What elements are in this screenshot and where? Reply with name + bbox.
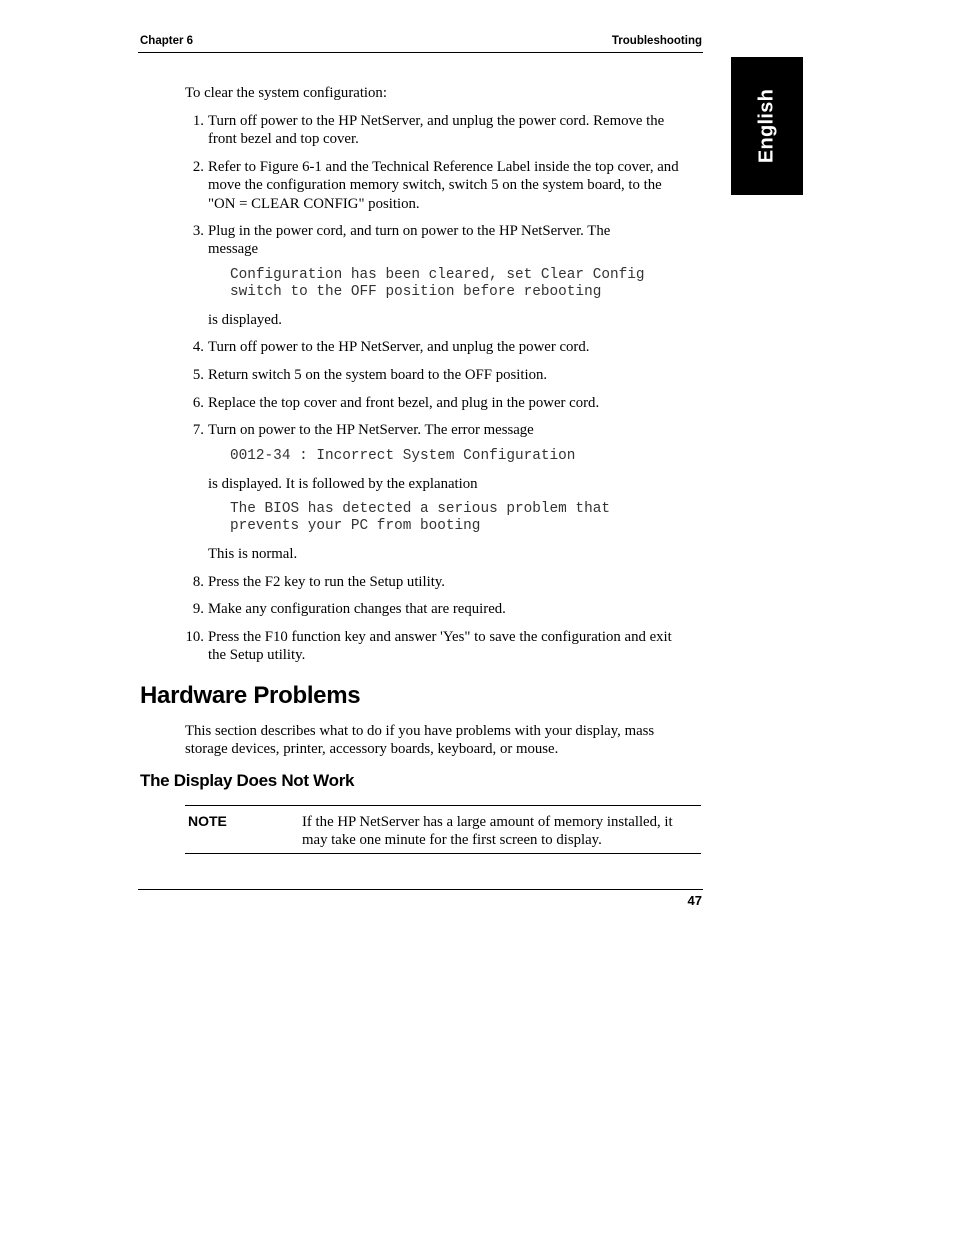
code-bios-explanation: The BIOS has detected a serious problem that prevents your PC from booting	[230, 501, 610, 534]
step-text: Press the F2 key to run the Setup utility.	[208, 574, 446, 590]
step-5	[192, 366, 683, 384]
step-10	[185, 628, 683, 665]
language-tab-label: English	[755, 88, 778, 164]
step-text: Replace the top cover and front bezel, and plug in the power cord.	[208, 395, 600, 411]
continuation-text: is displayed. It is followed by the explanation	[208, 476, 478, 492]
step-text: Plug in the power cord, and turn on power to the HP NetServer. The message	[208, 223, 611, 258]
note-label: NOTE	[188, 813, 227, 829]
step-text: Press the F10 function key and answer 'Yes" to save the configuration and exit the Setup utility.	[208, 629, 672, 664]
step-number: 5.	[192, 367, 204, 383]
step-3	[192, 222, 648, 259]
step-1	[192, 112, 683, 149]
step-number: 9.	[192, 601, 204, 617]
code-config-cleared: Configuration has been cleared, set Clear Config switch to the OFF position before rebooting	[230, 267, 645, 300]
section-label: Troubleshooting	[611, 35, 702, 47]
step-number: 7.	[192, 422, 204, 438]
step-4	[192, 338, 683, 356]
step-9	[192, 600, 683, 618]
step-text: Return switch 5 on the system board to the OFF position.	[208, 367, 548, 383]
step-2	[192, 158, 683, 213]
step-text: Turn off power to the HP NetServer, and unplug the power cord.	[208, 339, 590, 355]
step-number: 6.	[192, 395, 204, 411]
note-text: If the HP NetServer has a large amount of memory installed, it may take one minute for the first screen to display.	[302, 814, 673, 849]
chapter-label: Chapter 6	[140, 35, 194, 47]
step-number: 1.	[192, 113, 204, 129]
page-number: 47	[687, 893, 702, 908]
language-tab	[731, 57, 803, 195]
step-text: Make any configuration changes that are required.	[208, 601, 506, 617]
step-text: Turn off power to the HP NetServer, and unplug the power cord. Remove the front bezel and top cover.	[208, 113, 665, 148]
note-box	[185, 805, 701, 854]
hardware-description: This section describes what to do if you have problems with your display, mass storage devices, printer, accessory boards, keyboard, or mouse.	[185, 723, 655, 758]
continuation-text: This is normal.	[208, 546, 298, 562]
step-number: 10.	[185, 629, 204, 645]
intro-text: To clear the system configuration:	[185, 85, 387, 101]
step-8	[192, 573, 683, 591]
page-footer	[138, 889, 703, 908]
hardware-problems-heading: Hardware Problems	[140, 682, 361, 709]
step-number: 3.	[192, 223, 204, 239]
step-text: Turn on power to the HP NetServer. The error message	[208, 422, 534, 438]
step-6	[192, 394, 683, 412]
step-7	[192, 421, 683, 439]
step-number: 2.	[192, 159, 204, 175]
display-heading: The Display Does Not Work	[140, 771, 355, 790]
step-number: 8.	[192, 574, 204, 590]
continuation-text: is displayed.	[208, 312, 282, 328]
code-error-message: 0012-34 : Incorrect System Configuration	[230, 448, 576, 464]
step-text: Refer to Figure 6-1 and the Technical Reference Label inside the top cover, and move the configuration memory switch, switch 5 on the system board, to the "ON = CLEAR CONFIG" position.	[208, 159, 679, 212]
page-header	[138, 34, 703, 53]
step-number: 4.	[192, 339, 204, 355]
